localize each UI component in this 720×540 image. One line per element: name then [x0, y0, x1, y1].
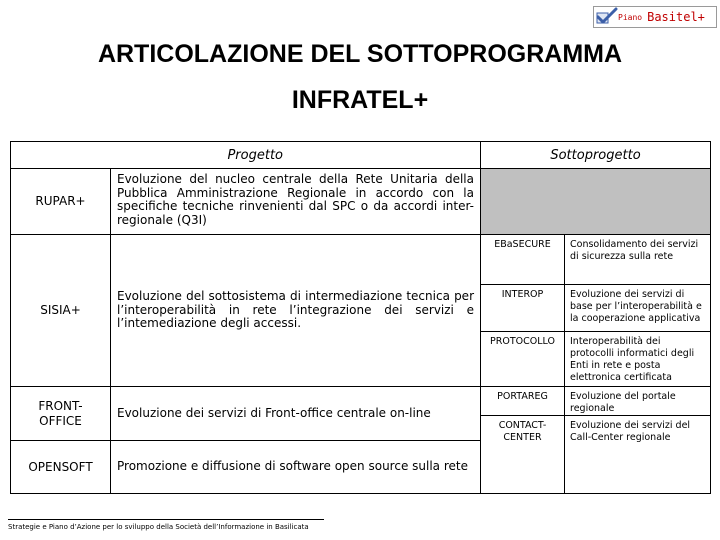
subproject-name-interop: INTEROP: [480, 284, 565, 332]
project-description-frontoffice: [110, 386, 481, 441]
project-label-frontoffice: FRONT-OFFICE: [10, 386, 111, 441]
project-description-sisia-text: Evoluzione del sottosistema di intermediazione tecnica per l’interoperabilità in rete l’integrazione dei servizi e l’intemediazione degli accessi.: [117, 289, 474, 331]
logo-name: Basitel+: [647, 10, 705, 24]
page-title: ARTICOLAZIONE DEL SOTTOPROGRAMMA: [97, 40, 623, 68]
project-description-opensoft: [110, 440, 481, 494]
subproject-desc-stack-upper: [564, 234, 710, 331]
subproject-name-protocollo: PROTOCOLLO: [480, 331, 565, 387]
subproject-name-contactcenter: CONTACT-CENTER: [480, 415, 565, 494]
page-subtitle: INFRATEL+: [291, 86, 429, 114]
footer-note: Strategie e Piano d’Azione per lo sviluppo della Società dell’Informazione in Basilicata: [8, 519, 324, 531]
subproject-desc-portareg: Evoluzione del portale regionale: [564, 386, 711, 416]
subproject-desc-interop: Evoluzione dei servizi di base per l’interoperabilità e la cooperazione applicativa: [564, 284, 711, 332]
subproject-name-portareg: PORTAREG: [480, 386, 565, 416]
basitel-logo: [593, 6, 717, 28]
logo-piano: Piano: [618, 12, 643, 22]
header-progetto: Progetto: [10, 141, 481, 169]
empty-grey-cell: [480, 168, 711, 235]
subproject-desc-stack-lower: [564, 386, 710, 493]
project-label-rupar: RUPAR+: [10, 168, 111, 235]
checkmark-icon: [594, 7, 620, 27]
subproject-desc-contactcenter: Evoluzione dei servizi del Call-Center regionale: [564, 415, 711, 494]
subproject-stack-lower: [480, 386, 564, 493]
subproject-desc-ebasecure: Consolidamento dei servizi di sicurezza sulla rete: [564, 234, 711, 285]
project-description-frontoffice-text: Evoluzione dei servizi di Front-office centrale on-line: [117, 405, 431, 420]
project-label-opensoft: OPENSOFT: [10, 440, 111, 494]
subproject-stack-upper: [480, 234, 564, 331]
project-description-rupar: Evoluzione del nucleo centrale della Rete Unitaria della Pubblica Amministrazione Regionale in accordo con la specifiche tecniche rinvenienti dal SPC o da accordi inter-regionale (Q3I): [110, 168, 481, 235]
subprogram-table: [10, 141, 710, 493]
project-description-sisia: [110, 234, 481, 387]
subproject-name-ebasecure: EBaSECURE: [480, 234, 565, 285]
project-label-sisia: SISIA+: [10, 234, 111, 387]
project-description-opensoft-text: Promozione e diffusione di software open source sulla rete: [117, 459, 468, 474]
header-sottoprogetto: Sottoprogetto: [480, 141, 711, 169]
subproject-desc-protocollo: Interoperabilità dei protocolli informatici degli Enti in rete e posta elettronica certificata: [564, 331, 711, 387]
